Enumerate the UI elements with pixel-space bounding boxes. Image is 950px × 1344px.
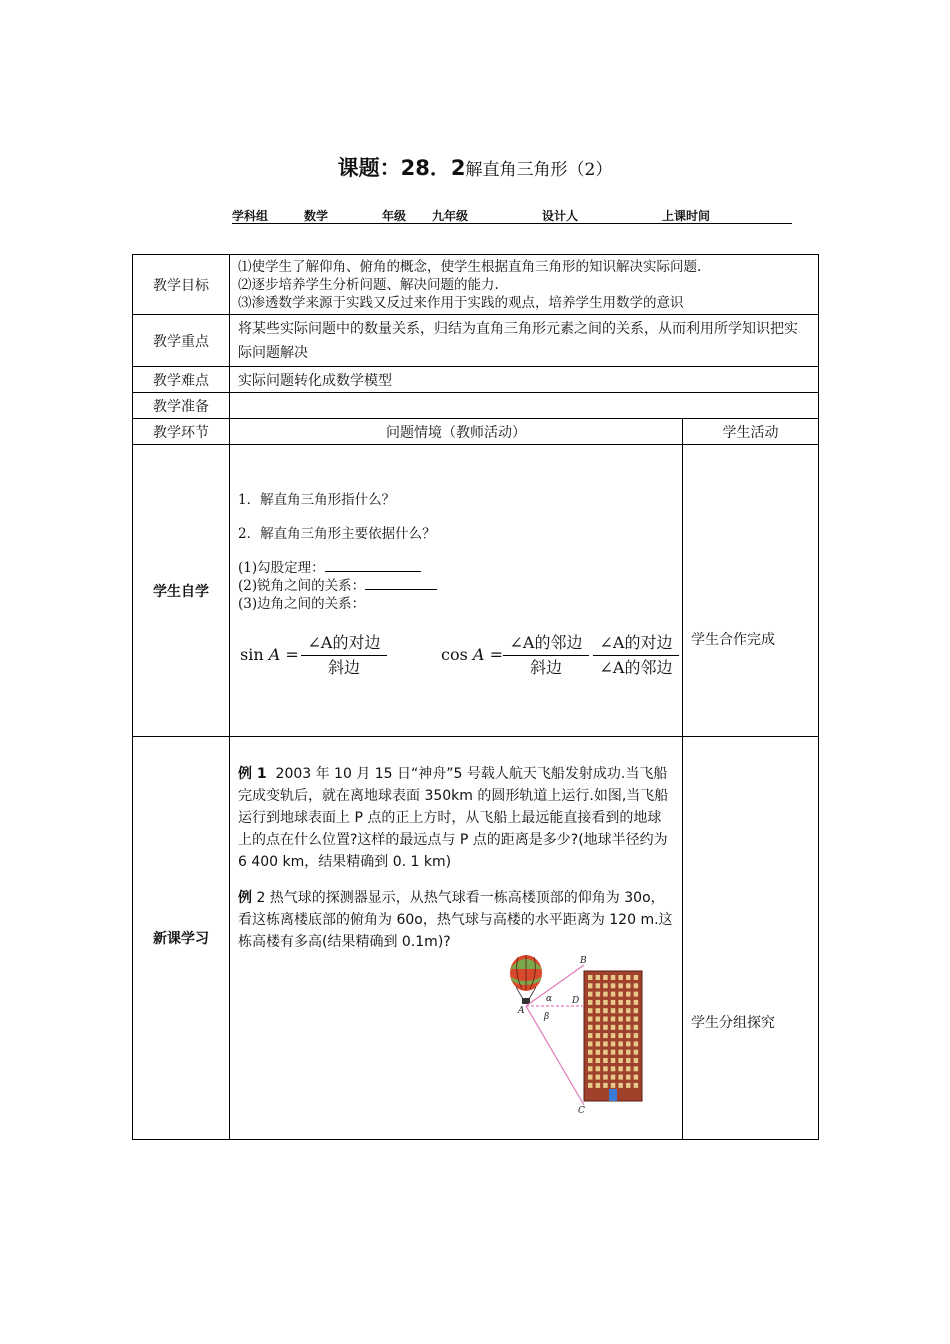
goals-label: 教学目标	[133, 255, 230, 315]
balloon	[510, 955, 542, 1004]
row-goals	[133, 255, 819, 315]
window	[588, 1017, 593, 1022]
goals-content	[230, 255, 819, 315]
info-bar	[232, 207, 792, 224]
window	[626, 1083, 631, 1088]
goal-item: ⑵逐步培养学生分析问题、解决问题的能力.	[238, 276, 499, 293]
window	[634, 1066, 639, 1071]
window	[603, 1041, 608, 1046]
angle-beta: β	[544, 1012, 550, 1022]
key-label: 教学重点	[133, 315, 230, 367]
window	[596, 983, 601, 988]
window	[618, 992, 623, 997]
fraction-sin	[301, 631, 387, 680]
time-label: 上课时间	[662, 209, 711, 223]
point-b: B	[580, 956, 587, 966]
window	[603, 1066, 608, 1071]
window	[626, 983, 631, 988]
window	[588, 1025, 593, 1030]
window	[596, 1008, 601, 1013]
self-study-activity: 学生合作完成	[683, 445, 819, 737]
window	[596, 1058, 601, 1063]
key-content: 将某些实际问题中的数量关系，归结为直角三角形元素之间的关系，从而利用所学知识把实际问题解决	[230, 315, 819, 367]
fraction-tan	[593, 631, 679, 680]
window	[626, 1025, 631, 1030]
window	[588, 992, 593, 997]
row-self-study	[133, 445, 819, 737]
header-teacher: 问题情境（教师活动）	[230, 419, 683, 445]
window	[596, 975, 601, 980]
sub-3: (3)边角之间的关系：	[238, 596, 366, 612]
example-2-label: 例	[238, 890, 252, 906]
tan-denominator: ∠A的邻边	[599, 658, 673, 677]
header-student: 学生活动	[683, 419, 819, 445]
window	[603, 1025, 608, 1030]
subject-value: 数学	[304, 209, 329, 223]
new-lesson-label: 新课学习	[133, 737, 230, 1140]
window	[618, 1000, 623, 1005]
window	[611, 1058, 616, 1063]
goal-item: ⑴使学生了解仰角、俯角的概念，使学生根据直角三角形的知识解决实际问题.	[238, 258, 702, 275]
window	[634, 1033, 639, 1038]
window	[611, 1075, 616, 1080]
prep-label: 教学准备	[133, 393, 230, 419]
question-1: 1．解直角三角形指什么？	[238, 492, 396, 508]
sin-numerator: ∠A的对边	[301, 631, 387, 656]
window	[588, 1083, 593, 1088]
window	[588, 1000, 593, 1005]
point-a: A	[518, 1006, 525, 1016]
tan-numerator: ∠A的对边	[593, 631, 679, 656]
window	[596, 1041, 601, 1046]
blank-2[interactable]	[365, 589, 437, 590]
balloon-building-figure	[504, 955, 654, 1115]
window	[618, 1058, 623, 1063]
page-title	[0, 152, 950, 182]
window	[588, 1050, 593, 1055]
window	[611, 1041, 616, 1046]
row-key-points	[133, 315, 819, 367]
window	[634, 1000, 639, 1005]
point-c: C	[578, 1106, 585, 1115]
window	[626, 1033, 631, 1038]
window	[626, 1050, 631, 1055]
window	[618, 1050, 623, 1055]
window	[634, 1025, 639, 1030]
window	[588, 1058, 593, 1063]
sin-denominator: 斜边	[327, 658, 360, 677]
new-lesson-activity: 学生分组探究	[683, 737, 819, 1140]
question-2: 2．解直角三角形主要依据什么？	[238, 526, 436, 542]
window	[618, 1017, 623, 1022]
window	[618, 1033, 623, 1038]
window	[596, 1000, 601, 1005]
window	[618, 1083, 623, 1088]
window	[626, 1041, 631, 1046]
cos-lhs: cos A =	[441, 645, 503, 664]
window	[634, 1058, 639, 1063]
window	[618, 1008, 623, 1013]
blank-1[interactable]	[325, 571, 421, 572]
point-d: D	[572, 996, 580, 1006]
title-main: 课题：28．2	[337, 156, 466, 180]
example-1-label: 例 1	[238, 766, 267, 782]
grade-value: 九年级	[432, 209, 469, 223]
window	[588, 975, 593, 980]
row-difficulty	[133, 367, 819, 393]
window	[634, 1083, 639, 1088]
window	[596, 1083, 601, 1088]
title-sub: 解直角三角形（2）	[465, 160, 613, 180]
self-study-label: 学生自学	[133, 445, 230, 737]
cos-numerator: ∠A的邻边	[503, 631, 589, 656]
goal-item: ⑶渗透数学来源于实践又反过来作用于实践的观点，培养学生用数学的意识	[238, 294, 684, 311]
example-2	[238, 887, 674, 953]
window	[611, 1033, 616, 1038]
row-new-lesson	[133, 737, 819, 1140]
window	[596, 1025, 601, 1030]
window	[603, 1050, 608, 1055]
window	[626, 992, 631, 997]
window	[588, 1041, 593, 1046]
window	[634, 1041, 639, 1046]
window	[603, 992, 608, 997]
difficulty-label: 教学难点	[133, 367, 230, 393]
window	[611, 1083, 616, 1088]
window	[618, 1075, 623, 1080]
window	[618, 1041, 623, 1046]
window	[611, 992, 616, 997]
window	[618, 1025, 623, 1030]
window	[596, 1017, 601, 1022]
window	[596, 992, 601, 997]
window	[626, 1075, 631, 1080]
window	[618, 1066, 623, 1071]
window	[588, 983, 593, 988]
self-study-content	[230, 445, 683, 737]
window	[634, 1075, 639, 1080]
window	[634, 983, 639, 988]
window	[626, 975, 631, 980]
cos-denominator: 斜边	[529, 658, 562, 677]
window	[618, 975, 623, 980]
window	[626, 1058, 631, 1063]
window	[596, 1050, 601, 1055]
window	[611, 1017, 616, 1022]
example-1	[238, 763, 674, 873]
window	[603, 983, 608, 988]
window	[626, 1066, 631, 1071]
row-header	[133, 419, 819, 445]
window	[634, 1017, 639, 1022]
window	[611, 1066, 616, 1071]
sub-2: (2)锐角之间的关系：	[238, 577, 674, 595]
window	[588, 1033, 593, 1038]
header-stage: 教学环节	[133, 419, 230, 445]
row-preparation	[133, 393, 819, 419]
window	[611, 983, 616, 988]
window	[611, 975, 616, 980]
new-lesson-content	[230, 737, 683, 1140]
example-2-text: 2 热气球的探测器显示，从热气球看一栋高楼顶部的仰角为 30o，看这栋离楼底部的俯角为 60o，热气球与高楼的水平距离为 120 m.这栋高楼有多高(结果精确到 0.1m)?	[238, 890, 673, 950]
window	[603, 1017, 608, 1022]
window	[634, 992, 639, 997]
sub-1: (1)勾股定理：	[238, 559, 674, 577]
window	[603, 1075, 608, 1080]
group-label: 学科组	[232, 209, 269, 223]
window	[634, 1008, 639, 1013]
window	[596, 1066, 601, 1071]
sin-lhs: sin A =	[240, 645, 299, 664]
window	[611, 1000, 616, 1005]
window	[588, 1066, 593, 1071]
window	[603, 1000, 608, 1005]
window	[596, 1033, 601, 1038]
fraction-cos	[503, 631, 589, 680]
window	[634, 975, 639, 980]
window	[603, 1058, 608, 1063]
window	[611, 1008, 616, 1013]
window	[626, 1017, 631, 1022]
window	[626, 1000, 631, 1005]
window	[588, 1075, 593, 1080]
prep-content	[230, 393, 819, 419]
window	[603, 1083, 608, 1088]
window	[626, 1008, 631, 1013]
window	[611, 1050, 616, 1055]
window	[611, 1025, 616, 1030]
window	[596, 1075, 601, 1080]
designer-label: 设计人	[542, 209, 579, 223]
window	[634, 1050, 639, 1055]
example-1-text: 2003 年 10 月 15 日“神舟”5 号载人航天飞船发射成功.当飞船完成变轨后，就在离地球表面 350km 的圆形轨道上运行.如图,当飞船运行到地球表面上 P 点的正上方时，从飞船上最远能直接看到的地球上的点在什么位置?这样的最远点与 P 点的距离是多少?(地球半径约为 6 400 km，结果精确到 0. 1 km)	[238, 766, 669, 870]
window	[618, 983, 623, 988]
difficulty-content: 实际问题转化成数学模型	[230, 367, 819, 393]
window	[603, 975, 608, 980]
window	[603, 1033, 608, 1038]
trig-formulas	[238, 631, 674, 691]
window	[603, 1008, 608, 1013]
lesson-plan-table	[132, 254, 819, 1140]
grade-label: 年级	[382, 209, 407, 223]
window	[588, 1008, 593, 1013]
angle-alpha: α	[546, 994, 553, 1004]
